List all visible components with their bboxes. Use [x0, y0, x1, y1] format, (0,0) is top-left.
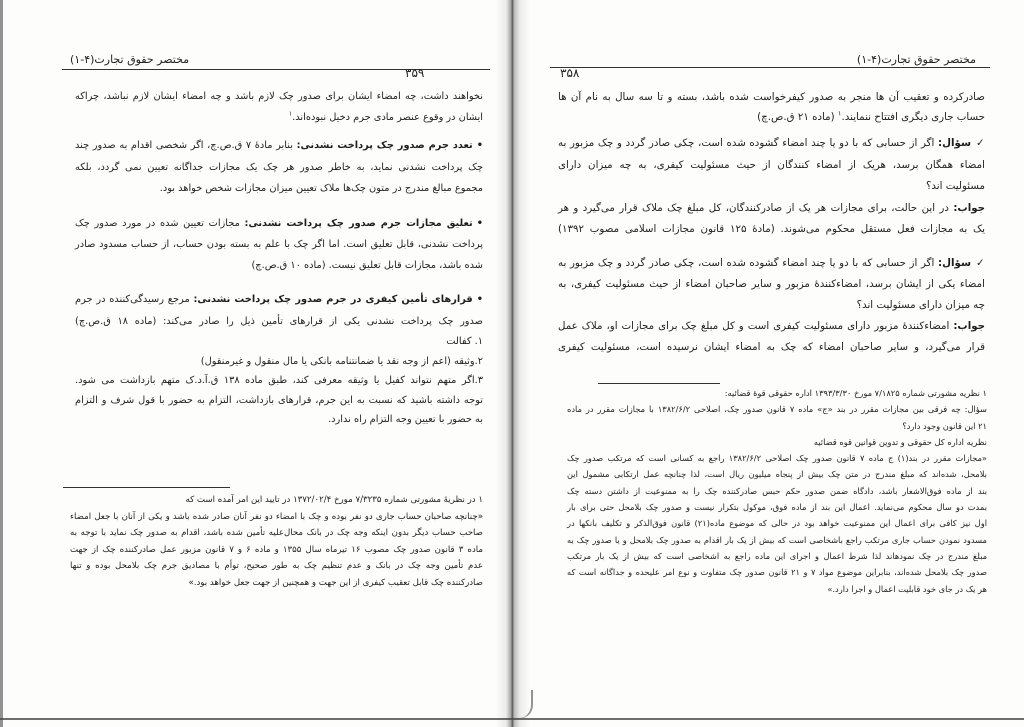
check-icon — [971, 257, 985, 269]
text-line — [567, 499, 987, 515]
line-text: مرجع رسیدگی‌کننده در جرم — [75, 294, 190, 305]
book-binding — [496, 0, 530, 727]
page-number: ۳۵۸ — [560, 66, 580, 80]
text-line — [75, 108, 483, 129]
right-page — [550, 0, 990, 727]
text-line — [558, 295, 985, 316]
page-header-title: مختصر حقوق تجارت(۴-۱) — [856, 53, 976, 66]
scan-edge-left — [0, 0, 3, 727]
bullet-title: قرارهای تأمین کیفری در جرم صدور چک پرداخت نشدنی: — [193, 294, 473, 305]
line-text: صادرکرده و تعقیب آن ها منجر به صدور کیفرخواست شده باشد، بسته و تا سه سال به نام آن ها — [558, 91, 985, 103]
text-line — [558, 155, 985, 177]
line-text: امضاءکنندهٔ مزبور دارای مسئولیت کیفری است و کل مبلغ چک برای مجازات او، ملاک عمل — [558, 320, 950, 332]
line-text: یک به مجازات فعل مستقل محکوم می‌شوند. (مادهٔ ۱۲۵ قانون مجازات اسلامی مصوب ۱۳۹۲) — [558, 223, 985, 235]
text-line — [75, 289, 483, 311]
text-line — [70, 542, 483, 559]
line-text: اگر از حسابی که با دو یا چند امضاء گشوده شده است، چکی صادر گردد و چک مزبور به — [558, 257, 935, 269]
line-text: ۱ نظریه مشورتی شماره ۷/۱۸۲۵ مورخ ۱۳۹۳/۳/۳۰ اداره حقوقی قوهٔ قضائیه: — [724, 388, 987, 398]
text-line — [75, 391, 483, 411]
page-number: ۳۵۹ — [405, 66, 425, 80]
bullet-title: تعدد جرم صدور چک پرداخت نشدنی: — [296, 140, 473, 151]
check-icon — [971, 137, 985, 149]
line-text: نظریه اداره کل حقوقی و تدوین قوانین قوه قضائیه — [813, 436, 987, 447]
line-text: مجازات تعیین شده در مورد صدور چک — [75, 218, 240, 229]
text-line — [558, 176, 985, 198]
line-text: بنابر مادهٔ ۷ ق.ص.چ، اگر شخصی اقدام به صدور چند — [75, 140, 293, 151]
text-line — [70, 509, 483, 526]
line-text: چه میزان دارای مسئولیت اند؟ — [856, 299, 985, 311]
line-text: ۲.وثیقه (اعم از وجه نقد یا ضمانتنامه بانکی یا مال منقول و غیرمنقول) — [200, 355, 483, 367]
line-text: سؤال: چه فرقی بین مجازات مقرر در بند «ج» ماده ۷ قانون صدور چک، اصلاحی ۱۳۸۲/۶/۲ با مجازات مقرر در ماده — [567, 404, 987, 415]
bullet-icon — [473, 140, 483, 151]
question-answer — [558, 253, 985, 358]
line-text: ۳.اگر متهم نتواند کفیل یا وثیقه معرفی کند، طبق ماده ۱۳۸ ق.آ.د.ک متهم بازداشت می شود. — [75, 375, 483, 386]
line-text: نخواهند داشت، چه امضاء ایشان برای صدور چک لازم باشد و چه امضاء ایشان لازم نباشد، چراکه — [75, 91, 483, 102]
footnote-block — [567, 385, 987, 597]
binding-smudge — [505, 690, 533, 719]
page-header-title: مختصر حقوق تجارت(۴-۱) — [70, 53, 190, 66]
text-line — [75, 352, 483, 372]
text-line — [567, 532, 987, 548]
text-line — [558, 219, 985, 241]
text-line — [75, 332, 483, 352]
question-answer — [558, 133, 985, 241]
line-text: قرار می‌گیرد، و سایر صاحبان امضاء که چک به امضاء ایشان نرسیده است، مسئولیت کیفری — [558, 341, 985, 353]
text-line — [558, 253, 985, 274]
line-text: ماده ۳ قانون صدور چک مصوب ۱۶ تیرماه سال ۱۳۵۵ و ماده ۶ و ۷ قانون مزبور عمل صادرکننده چک از جهت — [70, 544, 484, 555]
line-text: صاحب حساب دیگر بدون اینکه وجه چک در بانک محال‌علیه تأمین شده باشد، اقدام به صدور چک نماید با توجه به — [70, 528, 483, 539]
line-text: بند از ماده فوق‌الاشعار باشد، دادگاه ضمن صدور حکم حبس صادرکننده چک را به ممنوعیت از داشتن دسته چک — [567, 485, 987, 496]
continuation-paragraph — [75, 87, 483, 128]
text-line — [75, 178, 483, 200]
text-line — [75, 234, 483, 255]
text-line — [75, 371, 483, 391]
line-text: توجه داشته باشید که نسبت به این جرم، قرارهای بازداشت، التزام به حضور با قول شرف و التزام — [75, 394, 483, 406]
text-line — [70, 575, 483, 592]
header-rule — [550, 67, 990, 68]
line-text: اول نیز کافی برای اعمال این ممنوعیت خواهد بود در حالی که موضوع ماده(۲۱) قانون فوق‌الذکر و تکلیف بانکها در — [567, 518, 987, 529]
text-line — [75, 87, 483, 108]
text-line — [567, 548, 987, 564]
bullet-paragraph — [75, 289, 483, 332]
text-line — [567, 515, 987, 531]
line-text: صادرکننده چک قابل تعقیب کیفری از این جهت و همچنین از جهت جعل خواهد بود.» — [188, 577, 483, 588]
bullet-title: تعلیق مجازات جرم صدور چک پرداخت نشدنی: — [244, 218, 473, 229]
text-line — [567, 564, 987, 580]
footnote-separator — [598, 383, 720, 384]
text-line — [558, 87, 985, 107]
line-text: مبلغ مندرج در چک نمودهاند لذا شرط اعمال و اجرای این ماده راجع به اشخاصی است که بیش از یک بار مرتکب — [567, 550, 987, 561]
continuation-paragraph — [558, 87, 985, 127]
question-label: سؤال: — [938, 257, 972, 269]
line-text: شده باشد، مجازات قابل تعلیق نیست. (ماده ۱۰ ق.ص.چ) — [251, 260, 483, 271]
line-text: ۲۱ این قانون وجود دارد؟ — [902, 420, 987, 431]
line-text: به حضور با تعیین وجه التزام راه ندارد. — [328, 414, 483, 425]
footnote-separator — [63, 487, 230, 488]
answer-label: جواب: — [953, 320, 985, 332]
line-text: امضاء یکی از ایشان برسد، امضاءکنندهٔ مزبور و سایر صاحبان امضاء از حیث مسئولیت کیفری، به — [558, 278, 985, 290]
text-line — [567, 581, 987, 597]
bullet-icon — [473, 294, 483, 305]
text-line — [75, 213, 483, 234]
bullet-paragraph — [75, 135, 483, 200]
line-text: هر یک در جای خود قابلیت اعمال و اجرا دارد.» — [827, 583, 987, 594]
text-line — [70, 492, 483, 509]
line-text: بمدت دو سال محکوم می‌نماید. اعمال این بند از ماده فوق، موکول بتکرار نیست و صدور چک بلامحل حتی برای بار — [567, 502, 987, 513]
text-line — [75, 311, 483, 333]
text-line — [558, 316, 985, 337]
line-text: مسدود نمودن حساب جاری مرتکب راجع باشخاصی است که بیش از یک بار اقدام به صدور چک بلامحل و یا صدور چک به — [567, 534, 987, 545]
line-text: «چنانچه صاحبان حساب جاری دو نفر بوده و چک با امضاء دو نفر آنان صادر شده باشد و یکی از آنان با جعل امضاء — [70, 511, 483, 522]
line-text: «مجازات مقرر در بند(۱) ج ماده ۷ قانون صدور چک اصلاحی ۱۳۸۲/۶/۲ راجع به کسانی است که مرتکب صدور چک — [567, 453, 987, 464]
answer-label: جواب: — [953, 201, 985, 214]
line-text: عدم تأمین وجه چک در بانک و عدم تنظیم چک به طور صحیح، توأم با مصادیق جرم چک بلامحل بوده و تنها — [70, 561, 483, 572]
line-text: چک پرداخت نشدنی نماید، به خاطر صدور هر چک یک مجازات جداگانه تعیین نمی گردد، بلکه — [75, 161, 483, 173]
line-text: مجموع مبالغ مندرج در متون چک‌ها ملاک تعیین میزان مجازات شخص خواهد بود. — [159, 183, 483, 194]
security-orders-list — [75, 332, 483, 430]
footnote-marker: ۱ — [837, 109, 842, 118]
line-text: حساب جاری دیگری افتتاح ننمایند. — [841, 111, 985, 123]
header-rule — [62, 69, 490, 70]
footnote-marker: ۱ — [288, 109, 293, 118]
text-line — [567, 401, 987, 417]
question-label: سؤال: — [938, 137, 972, 149]
line-text: (ماده ۲۱ ق.ص.چ) — [757, 111, 835, 123]
line-text: امضاء همگان برسد، هریک از امضاء کنندگان از حیث مسئولیت کیفری، به چه میزان دارای — [558, 158, 985, 171]
line-text: بلامحل، شده‌اند که مبلغ مندرج در متن چک بیش از پنجاه میلیون ریال است، لذا چنانچه عمل ارتکابی مشمول این — [567, 469, 987, 480]
text-line — [75, 157, 483, 179]
left-page — [62, 0, 492, 727]
text-line — [70, 525, 483, 542]
text-line — [558, 107, 985, 127]
text-line — [558, 274, 985, 295]
line-text: صدور چک پرداخت نشدنی یکی از قرارهای تأمین ذیل را صادر می‌کند: (ماده ۱۸ ق.ص.چ) — [75, 315, 483, 327]
line-text: مسئولیت اند؟ — [926, 180, 985, 192]
text-line — [567, 483, 987, 499]
text-line — [567, 466, 987, 482]
text-line — [567, 450, 987, 466]
text-line — [558, 337, 985, 358]
text-line — [567, 418, 987, 434]
line-text: ۱ در نظریهٔ مشورتی شماره ۷/۳۲۳۵ مورخ ۱۳۷۲/۰۲/۴ در تایید این امر آمده است که — [185, 495, 483, 505]
text-line — [567, 434, 987, 450]
text-line — [70, 558, 483, 575]
footnote-block — [70, 492, 483, 592]
line-text: اگر از حسابی که با دو یا چند امضاء گشوده شده است، چکی صادر گردد و چک مزبور به — [558, 137, 935, 149]
line-text: در این حالت، برای مجازات هر یک از صادرکنندگان، کل مبلغ چک ملاک قرار می‌گیرد و هر — [558, 201, 949, 214]
text-line — [558, 133, 985, 155]
text-line — [75, 255, 483, 276]
text-line — [75, 135, 483, 157]
bullet-icon — [473, 218, 483, 229]
line-text: پرداخت نشدنی، قابل تعلیق است. اما اگر چک با علم به بسته بودن حساب، از حساب مسدود صادر — [75, 239, 483, 250]
line-text: ۱. کفالت — [446, 336, 483, 347]
line-text: صدور چک بلامحل شده‌اند، بنابراین موضوع مواد ۷ و ۲۱ قانون صدور چک متفاوت و نوع امر علیحده و جداگانه است که — [567, 567, 987, 578]
bullet-paragraph — [75, 213, 483, 276]
line-text: ایشان در وقوع عنصر مادی جرم دخیل نبوده‌اند. — [292, 111, 483, 123]
text-line — [75, 410, 483, 430]
text-line — [567, 385, 987, 401]
text-line — [558, 198, 985, 220]
